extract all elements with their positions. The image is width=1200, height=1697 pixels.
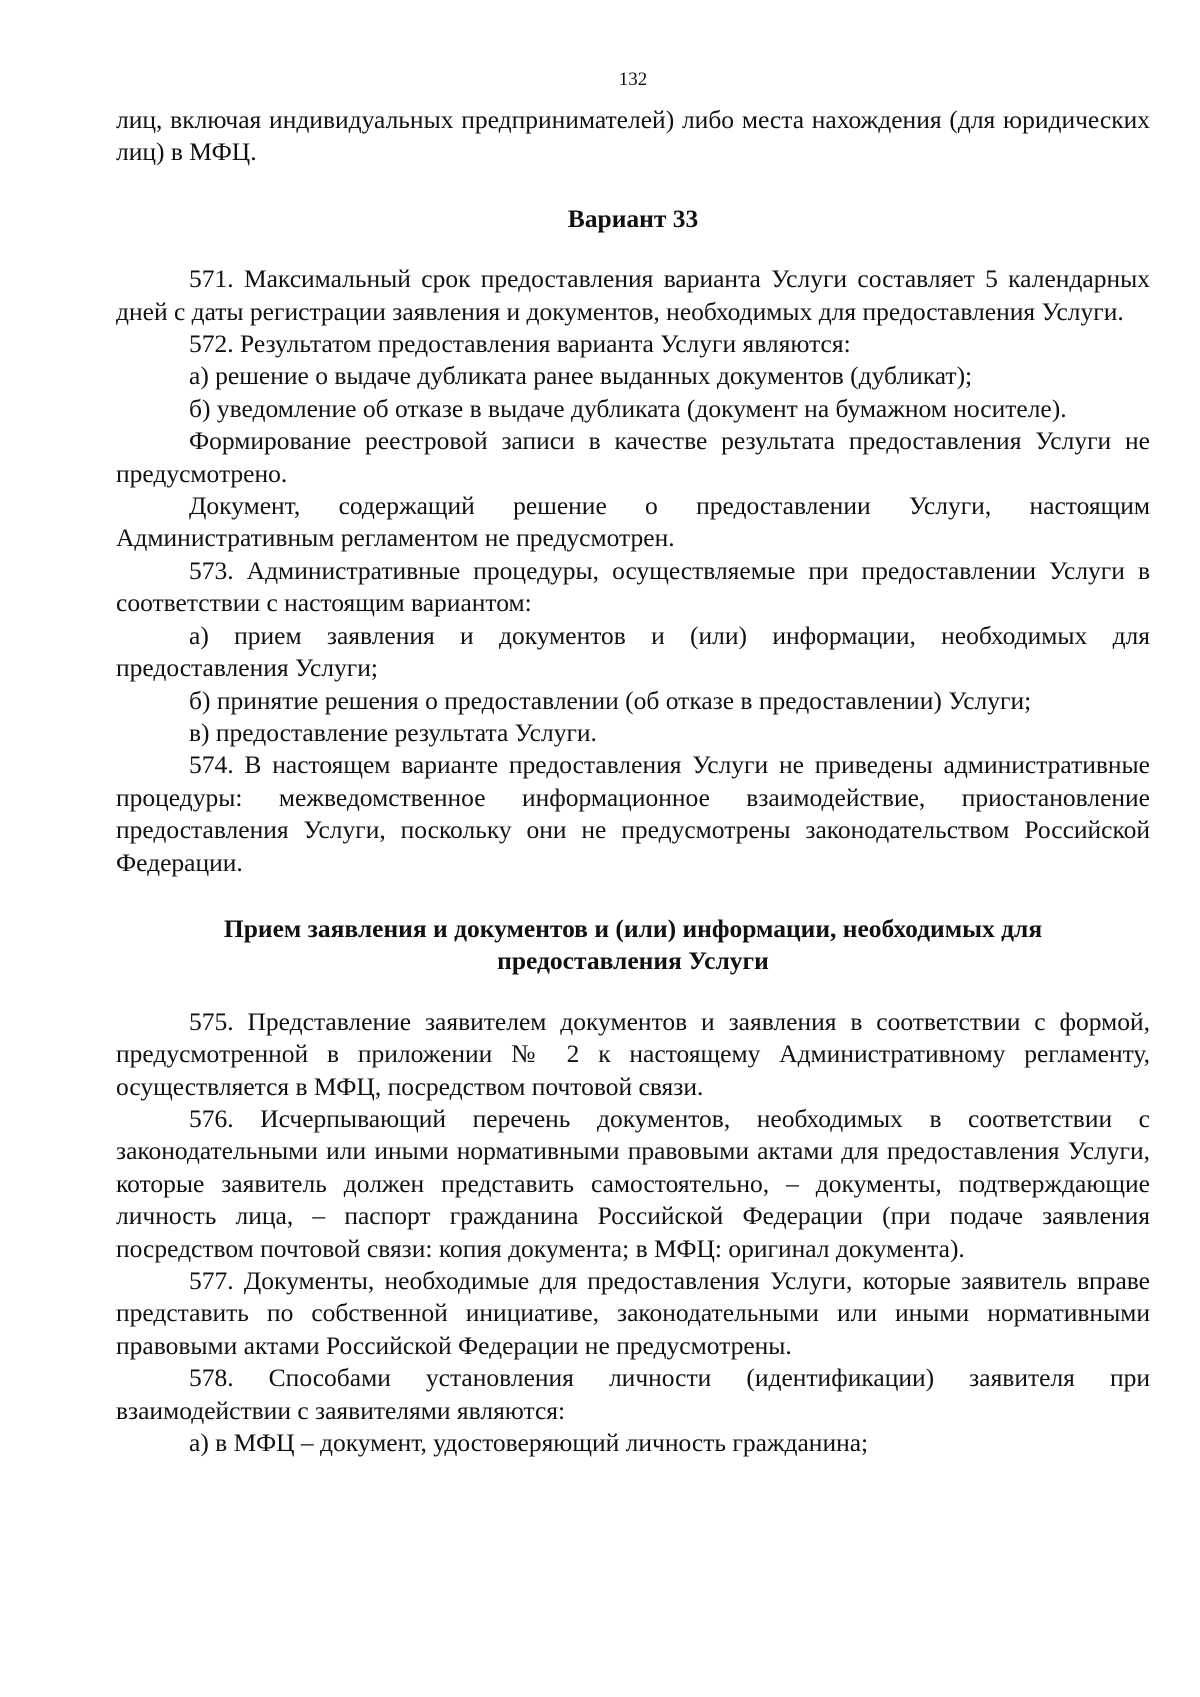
paragraph-571: 571. Максимальный срок предоставления варианта Услуги составляет 5 календарных дней с даты регистрации заявления и документов, необходимых для предоставления Услуги.: [116, 264, 1150, 326]
spacer: [116, 879, 1150, 913]
spacer: [116, 235, 1150, 263]
document-page: [116, 68, 1150, 1459]
paragraph-578: 578. Способами установления личности (идентификации) заявителя при взаимодействии с заявителями являются:: [116, 1363, 1150, 1425]
paragraph-575: 575. Представление заявителем документов и заявления в соответствии с формой, предусмотренной в приложении № 2 к настоящему Административному регламенту, осуществляется в МФЦ, посредством почтовой связи.: [116, 1006, 1150, 1101]
section-heading-variant: Вариант 33: [567, 203, 699, 233]
list-item-578-a: а) в МФЦ – документ, удостоверяющий личность гражданина;: [189, 1428, 869, 1458]
continuation-paragraph: лиц, включая индивидуальных предпринимателей) либо места нахождения (для юридических лиц) в МФЦ.: [116, 105, 1150, 167]
paragraph-registry-record: Формирование реестровой записи в качестве результата предоставления Услуги не предусмотрено.: [116, 426, 1150, 488]
page-number: 132: [618, 69, 648, 90]
list-item-573-c: в) предоставление результата Услуги.: [189, 717, 597, 747]
section-heading-line-2: предоставления Услуги: [497, 946, 769, 976]
list-item-573-b: б) принятие решения о предоставлении (об отказе в предоставлении) Услуги;: [189, 685, 1032, 715]
spacer: [116, 978, 1150, 1006]
spacer: [116, 169, 1150, 203]
paragraph-573: 573. Административные процедуры, осуществляемые при предоставлении Услуги в соответствии с настоящим вариантом:: [116, 555, 1150, 618]
paragraph-577: 577. Документы, необходимые для предоставления Услуги, которые заявитель вправе представить по собственной инициативе, законодательными или иными нормативными правовыми актами Российской Федерации не предусмотрены.: [116, 1266, 1150, 1360]
paragraph-574: 574. В настоящем варианте предоставления Услуги не приведены административные процедуры: межведомственное информационное взаимодействие, приостановление предоставления Услуги, поскольку они не предусмотрены законодательством Российской Федерации.: [116, 750, 1150, 877]
paragraph-576: 576. Исчерпывающий перечень документов, необходимых в соответствии с законодательными или иными нормативными правовыми актами для предоставления Услуги, которые заявитель должен представить самостоятельно, – документы, подтверждающие личность лица, – паспорт гражданина Российской Федерации (при подаче заявления посредством почтовой связи: копия документа; в МФЦ: оригинал документа).: [116, 1103, 1150, 1263]
section-heading-line-1: Прием заявления и документов и (или) информации, необходимых для: [223, 913, 1043, 943]
section-heading-application: [116, 913, 1150, 978]
paragraph-decision-document: Документ, содержащий решение о предоставлении Услуги, настоящим Административным регламентом не предусмотрен.: [116, 491, 1150, 553]
paragraph-572: 572. Результатом предоставления варианта Услуги являются:: [189, 329, 851, 359]
list-item-573-a: а) прием заявления и документов и (или) информации, необходимых для предоставления Услуги;: [116, 620, 1150, 683]
list-item-572-b: б) уведомление об отказе в выдаче дубликата (документ на бумажном носителе).: [189, 393, 1067, 423]
list-item-572-a: а) решение о выдаче дубликата ранее выданных документов (дубликат);: [189, 361, 973, 391]
